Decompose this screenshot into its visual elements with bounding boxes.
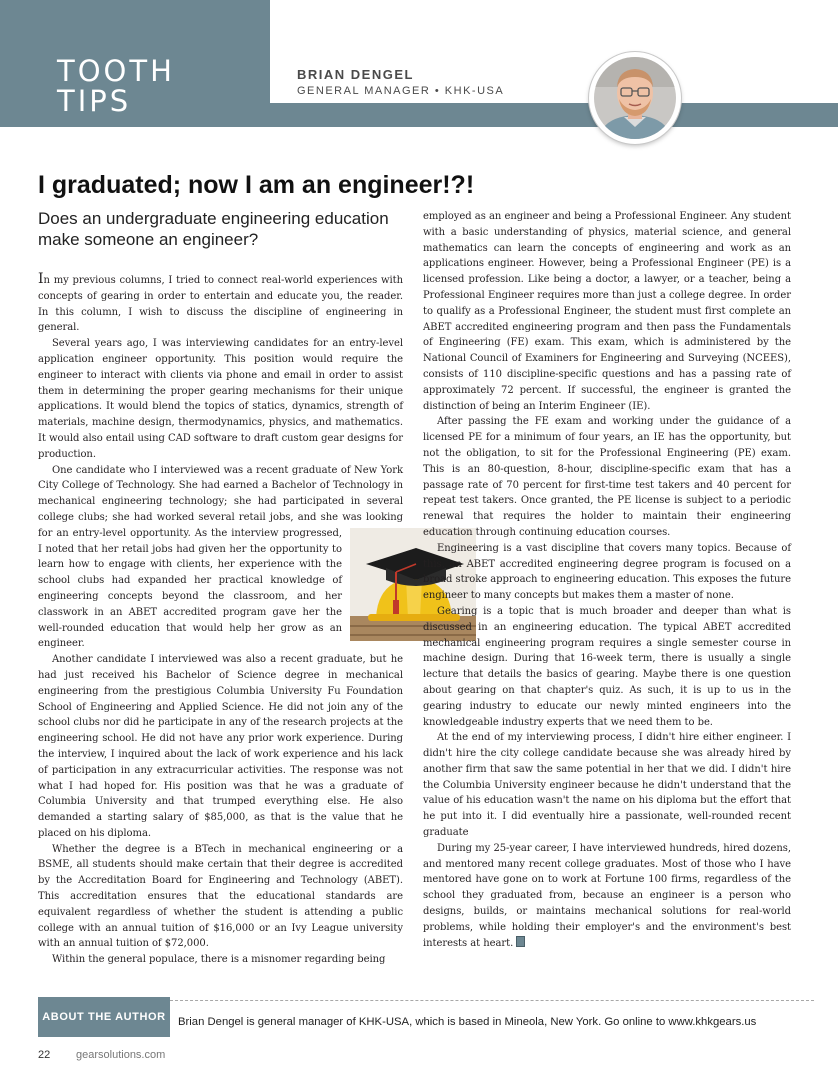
paragraph: Within the general populace, there is a misnomer regarding being bbox=[52, 954, 386, 966]
column-title: TOOTH TIPS bbox=[57, 54, 175, 118]
paragraph: Engineering is a vast discipline that covers many topics. Because of this, an ABET accredited engineering degree program is focused on a broad stroke approach to engineering education. This exposes the future engineer to many concepts but makes them a master of none. bbox=[423, 542, 791, 602]
paragraph: Another candidate I interviewed was also a recent graduate, but he had just received his Bachelor of Science degree in mechanical engineering from the prestigious Columbia University Fu Foundation School of Engineering and Applied Science. He did not join any of the school clubs nor did he participate in any of the research projects at the engineering school. He did not have any prior work experience. During the interview, I inquired about the lack of work experience and his lack of participation in any extracurricular activities. The response was not what I had hoped for. His position was that he was a graduate of Columbia University and that trumped everything else. He also demanded a starting salary of $85,000, as that is the value that he placed on his diploma. bbox=[38, 654, 403, 839]
article-headline: I graduated; now I am an engineer!?! bbox=[38, 171, 475, 199]
paragraph: After passing the FE exam and working under the guidance of a licensed PE for a minimum of four years, an IE has the opportunity, but not the obligation, to sit for the Professional Engineering (PE) exam. This is an 80-question, 8-hour, discipline-specific exam that has a passage rate of 70 percent for first-time test takers and 40 percent for repeat test takers. Once granted, the PE license is subject to a periodic renewal that requires the holder to maintain their engineering education through continuing education courses. bbox=[423, 416, 791, 538]
paragraph: Gearing is a topic that is much broader and deeper than what is discussed in an engineering education. The typical ABET accredited mechanical engineering program requires a single semester course in machine design. During that 16-week term, there is usually a single lecture that details the basics of gearing. Maybe there is one question about gearing on that chapter's quiz. As such, it is up to us in the gearing industry to educate our newly minted engineers into the knowledgeable industry experts that we need them to be. bbox=[423, 605, 791, 728]
author-photo bbox=[589, 52, 681, 144]
divider bbox=[170, 1000, 814, 1001]
author-role: GENERAL MANAGER • KHK-USA bbox=[297, 85, 505, 97]
paragraph: employed as an engineer and being a Professional Engineer. Any student with a basic understanding of physics, material science, and general mathematics can learn the concepts of engineering and work as an applications engineer. However, being a Professional Engineer (PE) is a licensed profession. Like being a doctor, a lawyer, or a teacher, being a Professional Engineer requires more than just a college degree. In order to qualify as a Professional Engineer, the student must first complete an ABET accredited engineering program and then pass the Fundamentals of Engineering (FE) exam. This exam, which is administered by the National Council of Examiners for Engineering and Surveying (NCEES), consists of 110 discipline-specific questions and has a passing rate of approximately 72 percent. If successful, the engineer is granted the distinction of being an Interim Engineer (IE). bbox=[423, 211, 791, 412]
footer-site: gearsolutions.com bbox=[76, 1049, 166, 1061]
column-banner bbox=[0, 0, 270, 127]
article-subhead: Does an undergraduate engineering education make someone an engineer? bbox=[38, 209, 389, 249]
end-of-article-icon bbox=[516, 936, 525, 947]
about-author-label: ABOUT THE AUTHOR bbox=[38, 997, 170, 1037]
drop-cap: I bbox=[38, 271, 44, 287]
paragraph: In my previous columns, I tried to connect real-world experiences with concepts of gearing in order to entertain and educate you, the reader. In this column, I wish to discuss the discipline of engineering in general. bbox=[38, 271, 403, 334]
paragraph: During my 25-year career, I have interviewed hundreds, hired dozens, and mentored many recent college graduates. Most of those who I have mentored have gone on to work at Fortune 100 firms, regardless of the school they graduated from, because an engineer is a person who designs, builds, or maintains mechanical solutions for real-world problems, while holding their employer's and the environment's best interests at heart. bbox=[423, 842, 791, 949]
paragraph: Whether the degree is a BTech in mechanical engineering or a BSME, all students should make certain that their degree is accredited by the Accreditation Board for Engineering and Technology (ABET). This accreditation ensures that the educational standards are equivalent regardless of whether the student is attending a public college with an annual tuition of $16,000 or an Ivy League university with an annual tuition of $72,000. bbox=[38, 843, 403, 950]
paragraph: Several years ago, I was interviewing candidates for an entry-level application engineer opportunity. This position would require the engineer to interact with clients via phone and email in order to assist them in determining the proper gearing mechanisms for their unique applications. It would blend the topics of statics, dynamics, strength of materials, machine design, thermodynamics, physics, and mathematics. It would also entail using CAD software to draft custom gear designs for production. bbox=[38, 338, 403, 460]
paragraph: At the end of my interviewing process, I didn't hire either engineer. I didn't hire the city college candidate because she was already hired by another firm that saw the same potential in her that we did. I didn't hire the Columbia University engineer because he didn't understand that the value of his education wasn't the name on his diploma but the effort that he put into it. I did eventually hire a passionate, well-rounded recent graduate bbox=[423, 732, 791, 839]
header-bar bbox=[270, 103, 838, 127]
author-name: BRIAN DENGEL bbox=[297, 67, 414, 82]
article-column-2 bbox=[423, 209, 791, 951]
article-column-1 bbox=[38, 272, 403, 968]
page-number: 22 bbox=[38, 1049, 51, 1061]
paragraph: One candidate who I interviewed was a recent graduate of New York City College of Technology. She had earned a Bachelor of Technology in mechanical engineering technology; she had participated in several college clubs; she had worked several retail jobs, and she was looking for an entry-level opportunity. As the interview progressed, I noted that her retail jobs had given her the opportunity to learn how to engage with clients, her experience with the school clubs had expanded her practical knowledge of engineering concepts beyond the classroom, and her classwork in an ABET accredited program gave her the well-rounded education that would help her grow as an engineer. bbox=[38, 464, 403, 650]
about-author-text: Brian Dengel is general manager of KHK-USA, which is based in Mineola, New York. Go online to www.khkgears.us bbox=[178, 1016, 757, 1028]
